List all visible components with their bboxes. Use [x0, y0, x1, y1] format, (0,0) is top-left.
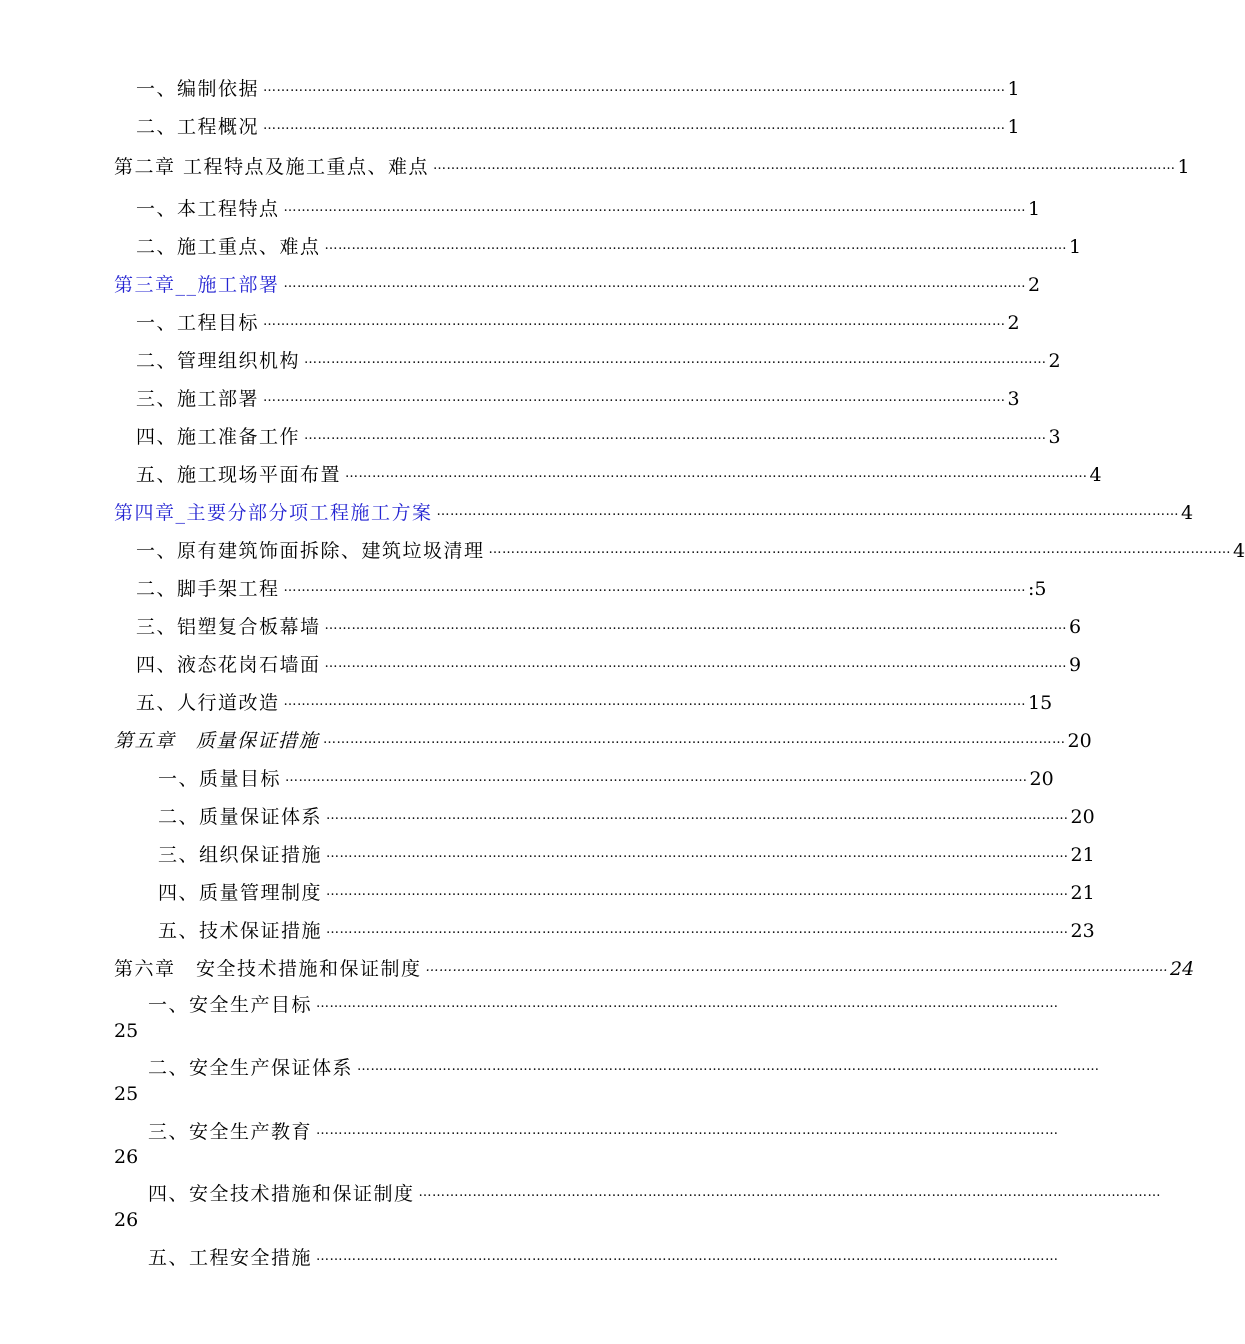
toc-entry-title: 一、编制依据 — [136, 78, 260, 100]
toc-entry[interactable] — [114, 802, 1095, 832]
toc-page-number: 2 — [1007, 312, 1020, 334]
toc-leader-dots: ………………………………………………………………………………………………………………………………………………… — [326, 808, 1069, 823]
toc-entry[interactable] — [114, 74, 1020, 104]
toc-leader-dots: ………………………………………………………………………………………………………………………………………………… — [418, 1185, 1162, 1200]
toc-leader-dots: ………………………………………………………………………………………………………………………………………………… — [304, 352, 1047, 367]
toc-entry[interactable] — [114, 308, 1020, 338]
toc-page-number: 15 — [1028, 692, 1053, 714]
toc-entry[interactable] — [114, 422, 1061, 452]
toc-chapter-title: 第二章 工程特点及施工重点、难点 — [114, 156, 430, 178]
toc-page-number: 1 — [1069, 236, 1082, 258]
toc-chapter-entry[interactable] — [114, 152, 1190, 182]
toc-page-number: 2 — [1048, 350, 1061, 372]
toc-page-number: 4 — [1181, 502, 1194, 524]
toc-page-number: 26 — [114, 1146, 139, 1168]
toc-page-number: 20 — [1029, 768, 1054, 790]
toc-leader-dots: ………………………………………………………………………………………………………………………………………………… — [263, 80, 1006, 95]
toc-chapter-title: 第六章 安全技术措施和保证制度 — [114, 958, 422, 980]
toc-chapter-title: 第五章 质量保证措施 — [114, 730, 320, 752]
toc-leader-dots: ………………………………………………………………………………………………………………………………………………… — [324, 238, 1068, 253]
toc-entry-wrapped[interactable] — [114, 1117, 1059, 1147]
toc-entry[interactable] — [114, 764, 1054, 794]
toc-page-number: 1 — [1028, 198, 1041, 220]
toc-page-number: 9 — [1069, 654, 1082, 676]
toc-entry-title: 五、技术保证措施 — [158, 920, 323, 942]
toc-leader-dots: ………………………………………………………………………………………………………………………………………………… — [488, 542, 1232, 557]
toc-page-number: 25 — [114, 1083, 139, 1105]
toc-entry-title: 二、质量保证体系 — [158, 806, 323, 828]
toc-page-number: 24 — [1170, 958, 1195, 980]
toc-entry-title: 四、液态花岗石墙面 — [136, 654, 321, 676]
toc-leader-dots: ………………………………………………………………………………………………………………………………………………… — [324, 618, 1068, 633]
toc-chapter-link[interactable]: 第三章__施工部署 — [114, 274, 280, 296]
toc-entry-wrapped[interactable] — [114, 1243, 1059, 1273]
toc-page-number: 21 — [1070, 844, 1095, 866]
toc-leader-dots: ………………………………………………………………………………………………………………………………………………… — [283, 276, 1027, 291]
toc-entry[interactable] — [114, 346, 1061, 376]
toc-page-number: 2 — [1028, 274, 1041, 296]
toc-leader-dots: ………………………………………………………………………………………………………………………………………………… — [326, 922, 1069, 937]
toc-leader-dots: ………………………………………………………………………………………………………………………………………………… — [304, 428, 1047, 443]
toc-entry[interactable] — [114, 612, 1082, 642]
toc-entry-title: 四、安全技术措施和保证制度 — [148, 1183, 415, 1205]
toc-entry-title: 三、铝塑复合板幕墙 — [136, 616, 321, 638]
toc-leader-dots: ………………………………………………………………………………………………………………………………………………… — [316, 996, 1059, 1011]
toc-leader-dots: ………………………………………………………………………………………………………………………………………………… — [283, 694, 1027, 709]
toc-entry-title: 二、脚手架工程 — [136, 578, 280, 600]
toc-leader-dots: ………………………………………………………………………………………………………………………………………………… — [326, 884, 1069, 899]
toc-leader-dots: ………………………………………………………………………………………………………………………………………………… — [326, 846, 1069, 861]
toc-entry-title: 三、组织保证措施 — [158, 844, 323, 866]
toc-entry-title: 五、施工现场平面布置 — [136, 464, 342, 486]
toc-entry-title: 四、施工准备工作 — [136, 426, 301, 448]
toc-page-number: 6 — [1069, 616, 1082, 638]
toc-leader-dots: ………………………………………………………………………………………………………………………………………………… — [324, 656, 1068, 671]
toc-leader-dots: ………………………………………………………………………………………………………………………………………………… — [263, 314, 1006, 329]
toc-entry[interactable] — [114, 536, 1245, 566]
toc-leader-dots: ………………………………………………………………………………………………………………………………………………… — [316, 1123, 1059, 1138]
toc-entry-title: 一、本工程特点 — [136, 198, 280, 220]
toc-entry-title: 二、管理组织机构 — [136, 350, 301, 372]
toc-entry[interactable] — [114, 916, 1095, 946]
toc-leader-dots: ………………………………………………………………………………………………………………………………………………… — [436, 504, 1180, 519]
toc-chapter-entry[interactable] — [114, 726, 1092, 756]
toc-leader-dots: ………………………………………………………………………………………………………………………………………………… — [323, 732, 1066, 747]
toc-leader-dots: ………………………………………………………………………………………………………………………………………………… — [433, 158, 1176, 173]
toc-entry-wrapped[interactable] — [114, 990, 1059, 1020]
toc-chapter-entry[interactable] — [114, 498, 1194, 528]
toc-chapter-entry[interactable] — [114, 954, 1195, 984]
toc-entry-title: 一、工程目标 — [136, 312, 260, 334]
toc-chapter-entry[interactable] — [114, 270, 1041, 300]
toc-leader-dots: ………………………………………………………………………………………………………………………………………………… — [345, 466, 1088, 481]
toc-page-number: 21 — [1070, 882, 1095, 904]
toc-entry[interactable] — [114, 194, 1041, 224]
toc-page-number: 3 — [1007, 388, 1020, 410]
toc-page-number: 4 — [1233, 540, 1245, 562]
toc-entry-title: 五、人行道改造 — [136, 692, 280, 714]
toc-page-number: 3 — [1048, 426, 1061, 448]
toc-leader-dots: ………………………………………………………………………………………………………………………………………………… — [263, 118, 1006, 133]
toc-entry-wrapped[interactable] — [114, 1053, 1100, 1083]
toc-entry-title: 四、质量管理制度 — [158, 882, 323, 904]
toc-entry-title: 二、安全生产保证体系 — [148, 1057, 354, 1079]
toc-page-number: 23 — [1070, 920, 1095, 942]
toc-entry[interactable] — [114, 384, 1020, 414]
toc-page-number: 1 — [1007, 116, 1020, 138]
toc-page-number: 1 — [1177, 156, 1190, 178]
toc-leader-dots: ………………………………………………………………………………………………………………………………………………… — [316, 1249, 1059, 1264]
toc-page-number: 20 — [1070, 806, 1095, 828]
toc-page-number: 4 — [1089, 464, 1102, 486]
toc-entry[interactable] — [114, 112, 1020, 142]
toc-entry[interactable] — [114, 650, 1082, 680]
toc-entry-title: 一、原有建筑饰面拆除、建筑垃圾清理 — [136, 540, 485, 562]
toc-entry-title: 二、工程概况 — [136, 116, 260, 138]
toc-page-number: 1 — [1007, 78, 1020, 100]
toc-entry[interactable] — [114, 574, 1047, 604]
toc-leader-dots: ………………………………………………………………………………………………………………………………………………… — [357, 1059, 1100, 1074]
toc-page-number: :5 — [1028, 578, 1047, 600]
toc-entry-title: 五、工程安全措施 — [148, 1247, 313, 1269]
toc-entry[interactable] — [114, 232, 1082, 262]
toc-chapter-link[interactable]: 第四章_主要分部分项工程施工方案 — [114, 502, 433, 524]
toc-entry[interactable] — [114, 460, 1102, 490]
toc-entry-title: 一、质量目标 — [158, 768, 282, 790]
toc-page-number: 25 — [114, 1020, 139, 1042]
toc-entry-title: 三、施工部署 — [136, 388, 260, 410]
toc-leader-dots: ………………………………………………………………………………………………………………………………………………… — [283, 580, 1027, 595]
toc-page-number: 26 — [114, 1209, 139, 1231]
toc-leader-dots: ………………………………………………………………………………………………………………………………………………… — [283, 200, 1027, 215]
toc-leader-dots: ………………………………………………………………………………………………………………………………………………… — [263, 390, 1006, 405]
toc-entry-title: 二、施工重点、难点 — [136, 236, 321, 258]
toc-entry-wrapped[interactable] — [114, 1179, 1162, 1209]
toc-page-number: 20 — [1067, 730, 1092, 752]
toc-leader-dots: ………………………………………………………………………………………………………………………………………………… — [425, 960, 1169, 975]
toc-entry-title: 三、安全生产教育 — [148, 1121, 313, 1143]
toc-entry[interactable] — [114, 688, 1053, 718]
toc-entry[interactable] — [114, 878, 1095, 908]
toc-entry-title: 一、安全生产目标 — [148, 994, 313, 1016]
toc-entry[interactable] — [114, 840, 1095, 870]
toc-leader-dots: ………………………………………………………………………………………………………………………………………………… — [285, 770, 1028, 785]
